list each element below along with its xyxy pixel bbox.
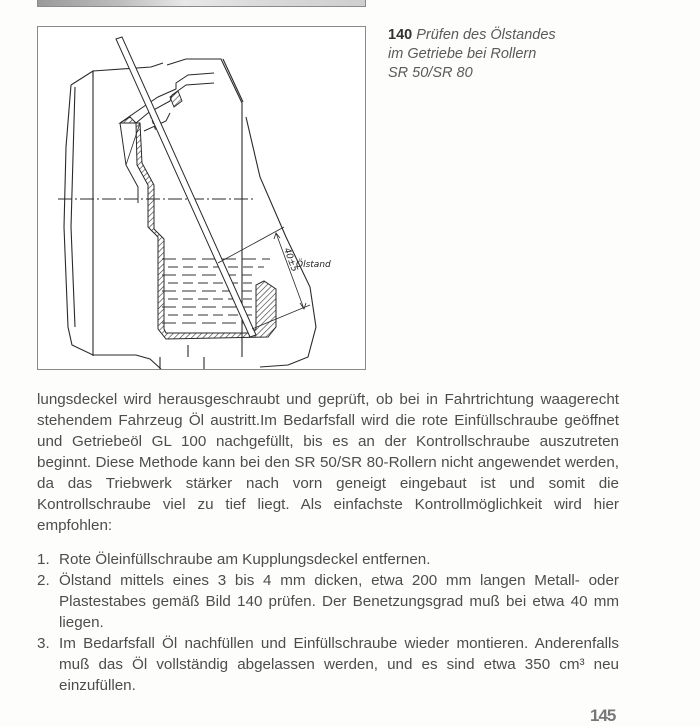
previous-figure-photo-edge [37,0,366,7]
page-number: 145 [590,706,616,725]
figure-caption [388,26,628,83]
body-text [37,389,619,536]
list-item-text: Im Bedarfsfall Öl nachfüllen und Einfüllschraube wieder montieren. Anderenfalls muß das Öl vollständig abgelassen werden, und es sind etwa 350 cm³ neu einzufüllen. [59,635,619,694]
list-item-text: Rote Öleinfüllschraube am Kupplungsdeckel entfernen. [59,551,431,568]
list-item-number: 2. [37,572,50,589]
dipstick-rod [116,37,256,337]
caption-line-2: im Getriebe bei Rollern [388,46,537,62]
list-item-text: Ölstand mittels eines 3 bis 4 mm dicken, etwa 200 mm langen Metall- oder Plastestabes gemäß Bild 140 prüfen. Der Benetzungsgrad muß bei etwa 40 mm liegen. [59,572,619,631]
housing-wall-section [120,117,276,339]
caption-line-1: Prüfen des Ölstandes [416,27,556,43]
caption-line-3: SR 50/SR 80 [388,65,473,81]
steps-list [37,549,619,696]
oil-level-label: Ölstand [296,260,331,270]
gearbox-oil-check-diagram [38,27,365,369]
oil-fill-dashes [162,259,270,323]
list-item [37,633,619,696]
figure-140-drawing [37,26,366,370]
dimension-label: 40±5 [281,246,300,274]
list-item [37,549,619,570]
list-item-number: 3. [37,635,50,652]
list-item [37,570,619,633]
list-item-number: 1. [37,551,50,568]
body-paragraph: lungsdeckel wird herausgeschraubt und geprüft, ob bei in Fahrtrichtung waagerecht stehendem Fahrzeug Öl austritt.Im Bedarfsfall wird die rote Einfüllschraube geöffnet und Getriebeöl GL 100 nachgefüllt, bis es an der Kontrollschraube auszutreten beginnt. Diese Methode kann bei den SR 50/SR 80-Rollern nicht angewendet werden, da das Triebwerk stärker nach vorn geneigt eingebaut ist und somit die Kontrollschraube viel zu tief liegt. Als einfachste Kontrollmöglichkeit wird hier empfohlen: [37,391,619,534]
figure-number: 140 [388,27,413,43]
